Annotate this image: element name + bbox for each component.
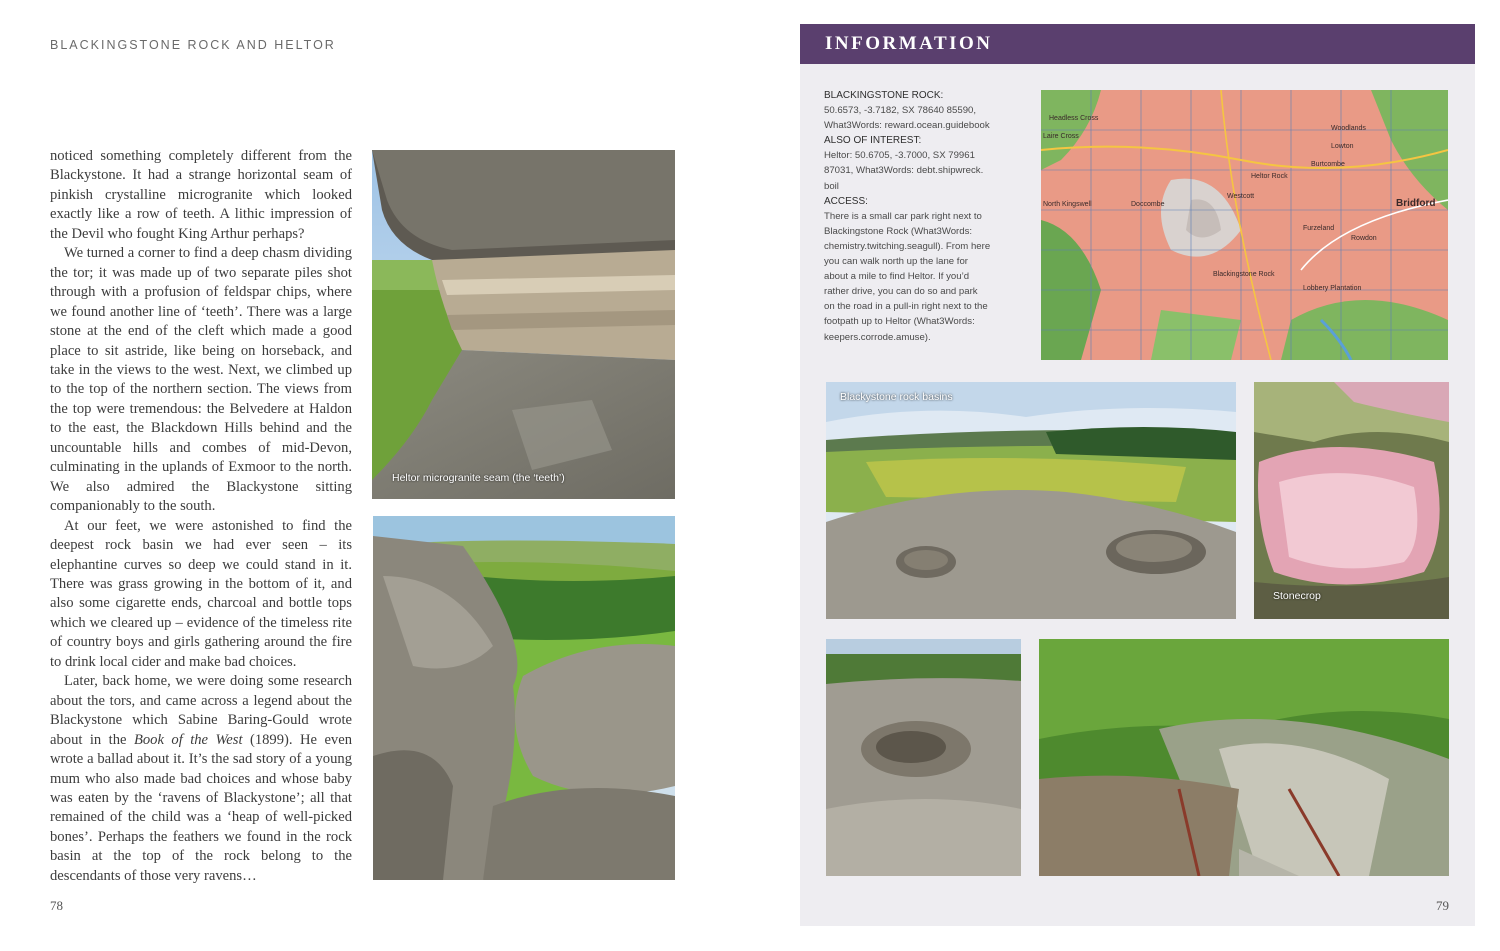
map-label: Woodlands	[1331, 125, 1366, 132]
info-line: 50.6573, -3.7182, SX 78640 85590,	[824, 105, 977, 117]
map-label: North Kingswell	[1043, 201, 1092, 208]
info-header	[800, 24, 1475, 64]
heltor-seam-photo	[372, 150, 675, 499]
map-label: Rowdon	[1351, 235, 1377, 242]
info-line: keepers.corrode.amuse).	[824, 331, 931, 343]
info-line: you can walk north up the lane for	[824, 256, 968, 268]
info-line: Heltor: 50.6705, -3.7000, SX 79961	[824, 150, 975, 162]
info-heading: ACCESS:	[824, 195, 868, 207]
blackystone-basins-photo	[826, 382, 1236, 619]
photo-caption: Blackystone rock basins	[840, 391, 953, 403]
info-heading: BLACKINGSTONE ROCK:	[824, 90, 944, 101]
paragraph: noticed something completely different from the Blackystone. It had a strange horizontal seam of pinkish crystalline microgranite which looked exactly like a row of teeth. A lithic impression of the Devil who fought King Arthur perhaps?	[50, 148, 352, 242]
info-line: Blackingstone Rock (What3Words:	[824, 225, 973, 237]
map-label: Headless Cross	[1049, 115, 1099, 122]
rock-steps-photo	[1039, 639, 1449, 876]
info-line: There is a small car park right next to	[824, 210, 982, 222]
info-line: What3Words: reward.ocean.guidebook	[824, 120, 990, 132]
right-page	[800, 0, 1500, 951]
info-line: footpath up to Heltor (What3Words:	[824, 316, 975, 328]
info-line: boil	[824, 180, 839, 192]
photo-caption: Stonecrop	[1273, 590, 1321, 602]
page-number: 79	[1436, 898, 1449, 913]
area-map	[1041, 90, 1448, 360]
map-label: Blackingstone Rock	[1213, 271, 1275, 278]
heltor-view-photo	[373, 516, 675, 880]
page-number: 78	[50, 898, 63, 913]
body-text	[50, 147, 352, 886]
book-title: Book of the West	[133, 731, 243, 748]
info-line: about a mile to find Heltor. If you’d	[824, 271, 970, 283]
map-label: Burtcombe	[1311, 161, 1345, 168]
map-label: Bridford	[1396, 198, 1436, 209]
map-label: Lobbery Plantation	[1303, 285, 1362, 292]
paragraph-text: (1899). He even wrote a ballad about it. It’s the sad story of a young mum who also made bad choices and whose baby was eaten by the ‘ravens of Blackystone’; all that remained of the child was a ‘heap of well-picked bones’. Perhaps the feathers we found in the rock basin at the top of the rock belong to the descendants of those very ravens…	[50, 731, 352, 884]
map-label: Furzeland	[1303, 225, 1335, 232]
paragraph: We turned a corner to find a deep chasm dividing the tor; it was made up of two separate piles shot through with a profusion of feldspar chips, where we found another line of ‘teeth’. There was a large stone at the end of the cleft which made a good place to sit astride, like being on horseback, and take in the views to the west. Next, we climbed up to the top of the northern section. The views from the top were tremendous: the Belvedere at Haldon to the east, the Blackdown Hills behind and the uncountable hills and combes of mid-Devon, culminating in the uplands of Exmoor to the north. We also admired the Blackystone sitting companionably to the south.	[50, 245, 352, 515]
stonecrop-photo	[1254, 382, 1449, 619]
paragraph-text: Later, back home, we were doing some research about the tors, and came across a legend about the Blackystone which Sabine Baring-Gould wrote about in the	[50, 673, 352, 748]
info-line: rather drive, you can do so and park	[824, 286, 978, 298]
info-line: 87031, What3Words: debt.shipwreck.	[824, 165, 984, 177]
info-heading: ALSO OF INTEREST:	[824, 135, 922, 147]
map-label: Laire Cross	[1043, 133, 1079, 140]
info-line: on the road in a pull-in right next to the	[824, 301, 988, 313]
paragraph: At our feet, we were astonished to find the deepest rock basin we had ever seen – its elephantine curves so deep we could stand in it. There was grass growing in the bottom of it, and also some cigarette ends, charcoal and bottle tops which we cleared up – evidence of the timeless rite of country boys and girls gathering around the fire to drink local cider and make bad choices.	[50, 517, 352, 670]
map-label: Doccombe	[1131, 201, 1165, 208]
info-title: INFORMATION	[825, 33, 993, 54]
information-panel	[800, 24, 1475, 926]
photo-caption: Heltor microgranite seam (the ‘teeth’)	[392, 472, 565, 484]
map-label: Lowton	[1331, 143, 1354, 150]
map-label: Heltor Rock	[1251, 173, 1288, 180]
rock-basin-photo	[826, 639, 1021, 876]
info-text	[824, 88, 1016, 345]
paragraph	[50, 672, 352, 886]
map-label: Westcott	[1227, 193, 1255, 200]
info-line: chemistry.twitching.seagull). From here	[824, 240, 991, 252]
running-head: BLACKINGSTONE ROCK AND HELTOR	[50, 38, 336, 52]
